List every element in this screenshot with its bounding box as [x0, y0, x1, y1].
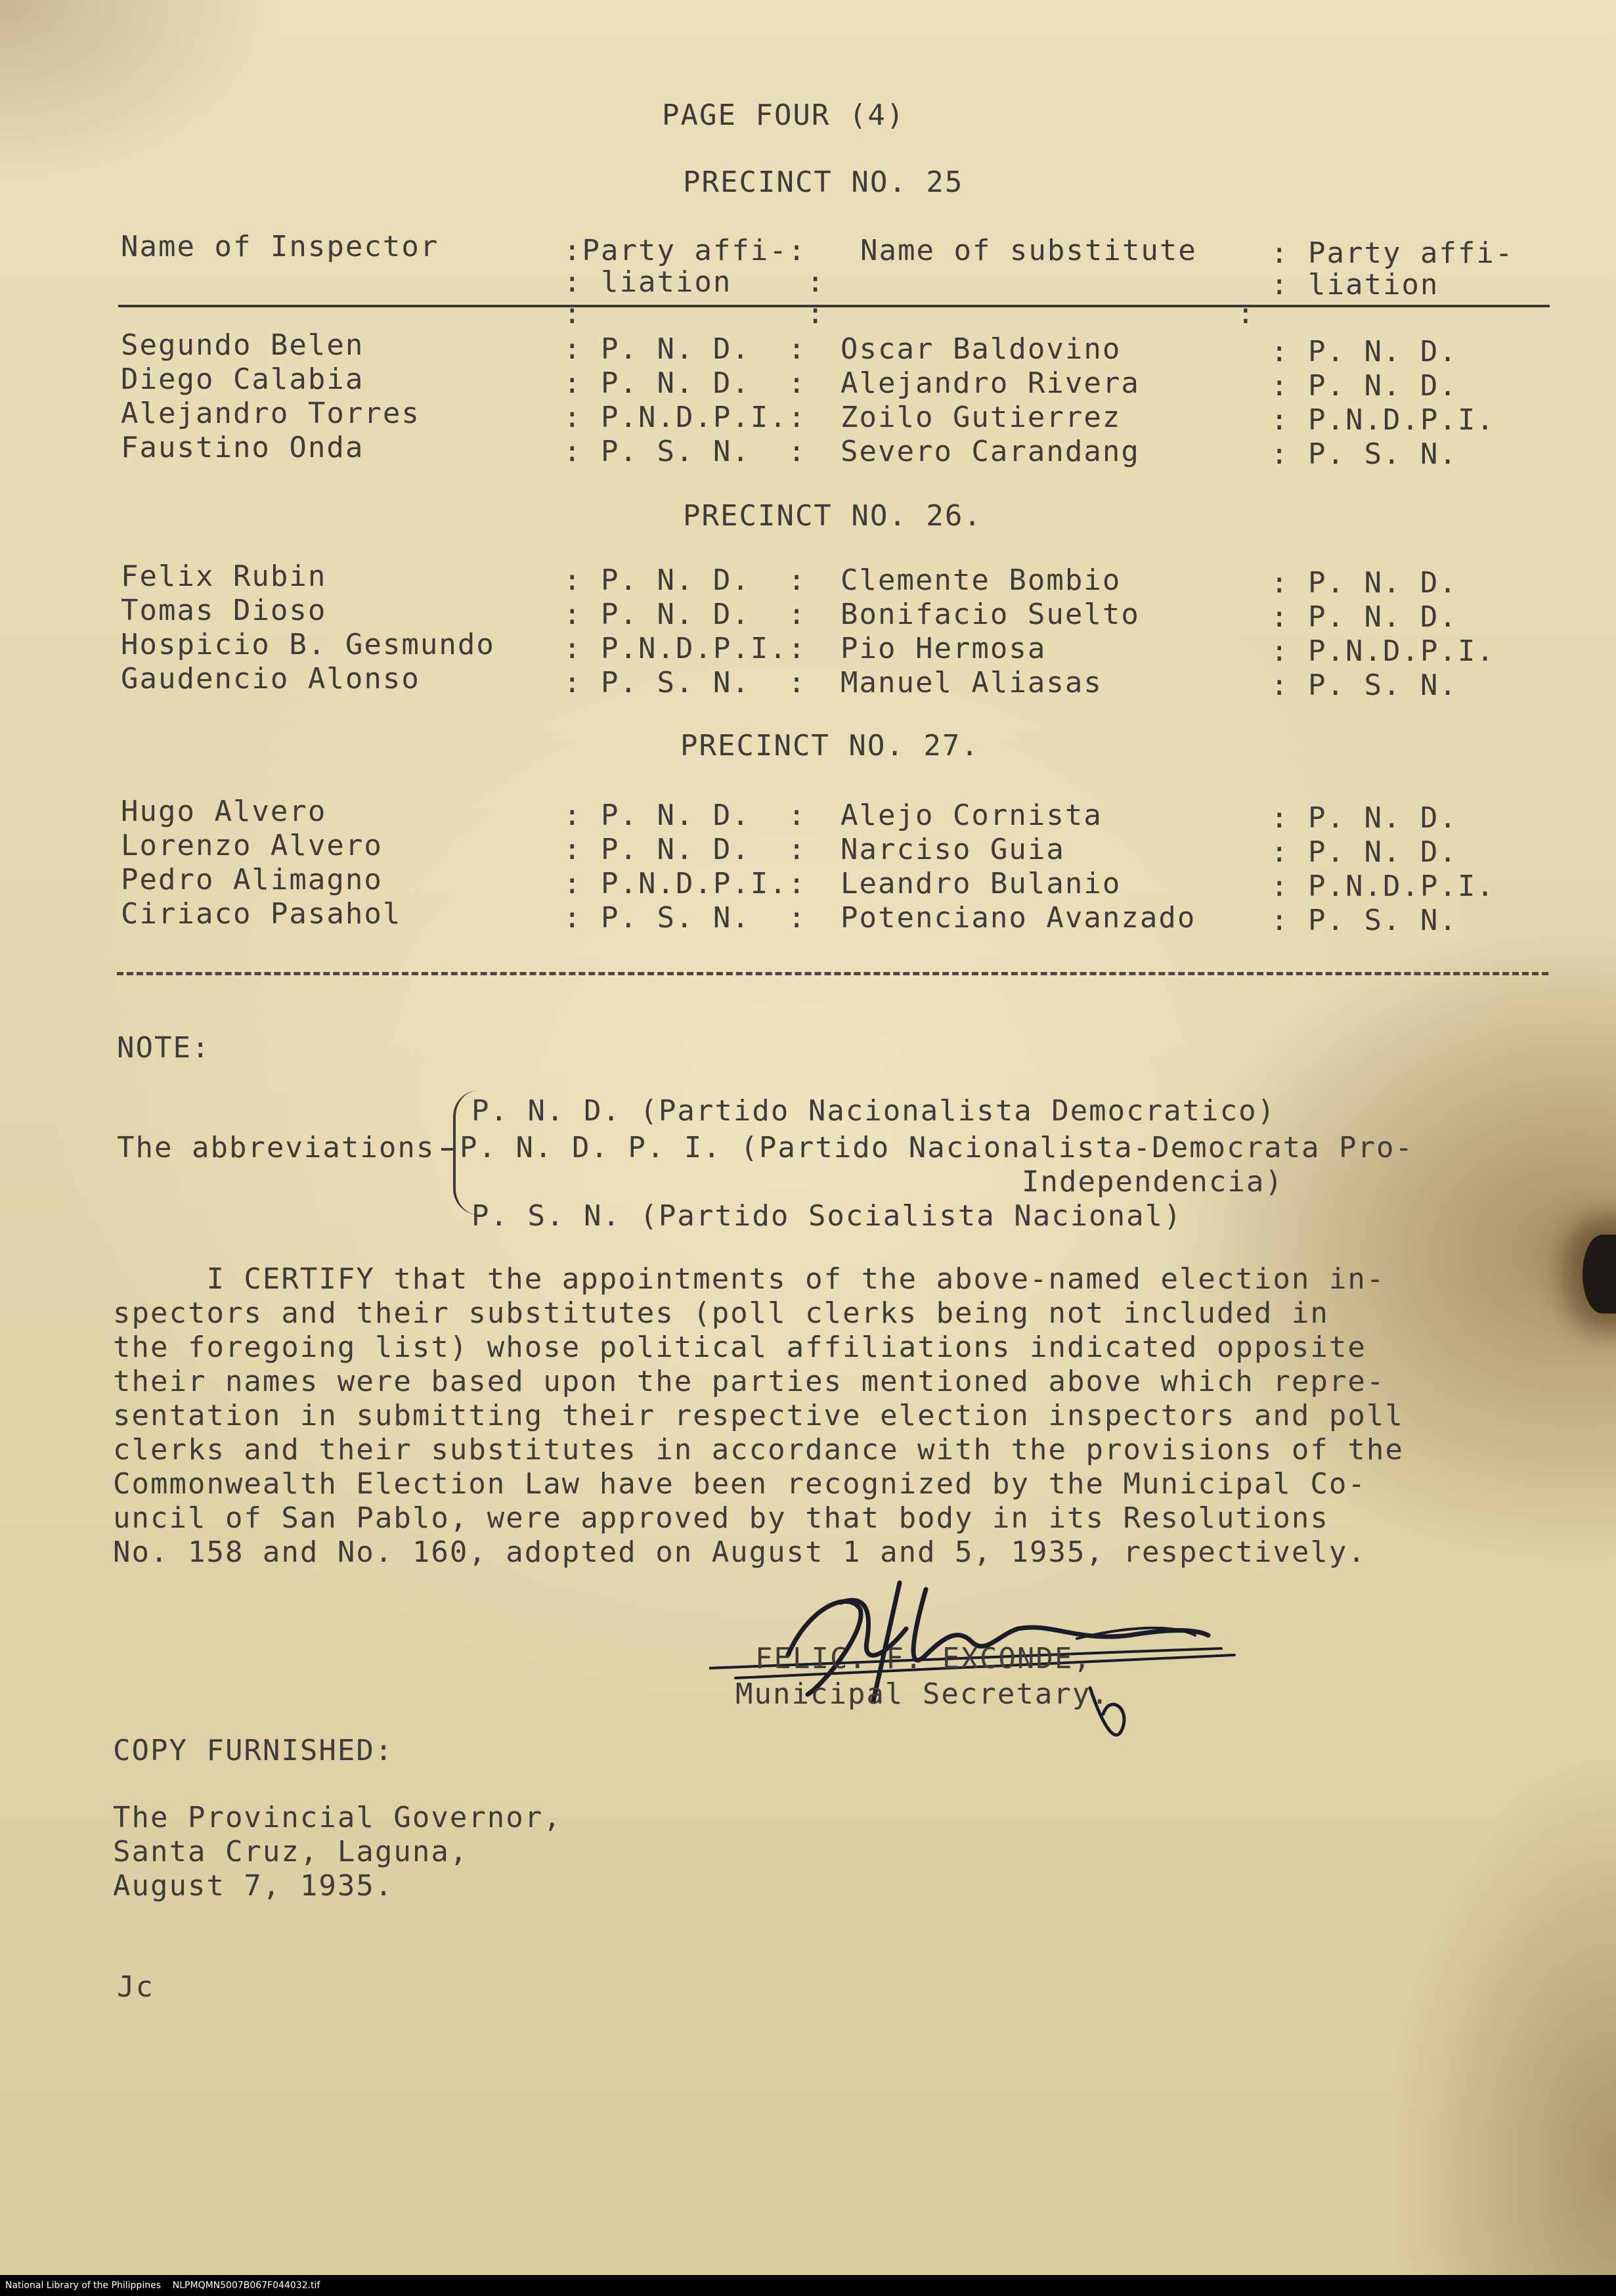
certify-line: their names were based upon the parties mentioned above which repre- — [113, 1365, 1386, 1398]
inspector-party: : P. S. N. : — [563, 901, 807, 935]
inspector-name: Pedro Alimagno — [121, 863, 383, 896]
copy-furnished-line: The Provincial Governor, — [113, 1801, 562, 1834]
inspector-name: Hospicio B. Gesmundo — [121, 628, 495, 661]
typist-initials: Jc — [117, 1970, 154, 2004]
inspector-party: : P.N.D.P.I.: — [563, 867, 807, 900]
inspector-party: : P.N.D.P.I.: — [563, 632, 807, 665]
inspector-party: : P. S. N. : — [563, 435, 807, 468]
precinct-title: PRECINCT NO. 27. — [680, 729, 980, 762]
substitute-party: : P.N.D.P.I. — [1271, 870, 1495, 903]
certify-line: the foregoing list) whose political affiliations indicated opposite — [113, 1331, 1366, 1364]
inspector-name: Ciriaco Pasahol — [121, 897, 402, 931]
burn-mark — [1583, 1235, 1616, 1314]
certify-line: I CERTIFY that the appointments of the above-named election in- — [113, 1262, 1386, 1296]
copy-furnished-line: August 7, 1935. — [113, 1869, 394, 1903]
substitute-name: Severo Carandang — [841, 435, 1140, 468]
archive-footer: National Library of the Philippines NLPMQMN5007B067F044032.tif — [0, 2275, 1616, 2296]
header-party-affiliation-2: : Party affi- — [1271, 236, 1514, 270]
inspector-name: Lorenzo Alvero — [121, 829, 383, 862]
signatory-name: FELIC. F. EXCONDE, — [755, 1642, 1092, 1675]
inspector-name: Gaudencio Alonso — [121, 662, 420, 695]
certify-line: Commonwealth Election Law have been recognized by the Municipal Co- — [113, 1467, 1366, 1501]
copy-furnished-label: COPY FURNISHED: — [113, 1734, 394, 1767]
note-label: NOTE: — [117, 1031, 211, 1065]
certify-line: sentation in submitting their respective election inspectors and poll — [113, 1399, 1404, 1432]
inspector-name: Segundo Belen — [121, 328, 364, 362]
inspector-party: : P. N. D. : — [563, 332, 807, 366]
substitute-party: : P. N. D. — [1271, 566, 1458, 600]
inspector-name: Felix Rubin — [121, 560, 327, 593]
inspector-name: Tomas Dioso — [121, 594, 327, 627]
substitute-name: Potenciano Avanzado — [841, 901, 1196, 935]
signatory-title: Municipal Secretary. — [735, 1677, 1110, 1711]
note-line: P. N. D. P. I. (Partido Nacionalista-Democrata Pro- — [460, 1131, 1414, 1164]
precinct-title: PRECINCT NO. 26. — [683, 499, 982, 533]
substitute-party: : P. N. D. — [1271, 835, 1458, 869]
substitute-party: : P. S. N. — [1271, 437, 1458, 471]
inspector-party: : P. N. D. : — [563, 799, 807, 832]
substitute-name: Zoilo Gutierrez — [841, 401, 1122, 434]
substitute-name: Pio Hermosa — [841, 632, 1047, 665]
substitute-name: Alejandro Rivera — [841, 366, 1140, 400]
certify-line: clerks and their substitutes in accordance with the provisions of the — [113, 1433, 1404, 1467]
inspector-party: : P.N.D.P.I.: — [563, 401, 807, 434]
note-lead: The abbreviations — [117, 1131, 435, 1164]
dashed-separator — [117, 972, 1548, 975]
substitute-party: : P.N.D.P.I. — [1271, 403, 1495, 437]
substitute-party: : P. S. N. — [1271, 904, 1458, 937]
inspector-name: Faustino Onda — [121, 431, 364, 464]
substitute-name: Oscar Baldovino — [841, 332, 1122, 366]
header-party-affiliation: :Party affi-: — [563, 234, 807, 267]
precinct-title: PRECINCT NO. 25 — [683, 166, 964, 199]
substitute-name: Manuel Aliasas — [841, 666, 1103, 699]
substitute-name: Leandro Bulanio — [841, 867, 1122, 900]
inspector-name: Alejandro Torres — [121, 397, 420, 430]
certify-line: spectors and their substitutes (poll clerks being not included in — [113, 1296, 1329, 1330]
header-party-affiliation-cont: : liation : — [563, 265, 825, 299]
substitute-name: Bonifacio Suelto — [841, 598, 1140, 631]
substitute-name: Alejo Cornista — [841, 799, 1103, 832]
note-line: P. S. N. (Partido Socialista Nacional) — [471, 1199, 1183, 1233]
note-line: Independencia) — [1022, 1165, 1284, 1199]
substitute-party: : P. N. D. — [1271, 801, 1458, 835]
certify-line: uncil of San Pablo, were approved by that body in its Resolutions — [113, 1501, 1329, 1535]
inspector-party: : P. N. D. : — [563, 366, 807, 400]
inspector-party: : P. N. D. : — [563, 833, 807, 866]
inspector-party: : P. N. D. : — [563, 563, 807, 597]
header-substitute: Name of substitute — [860, 234, 1197, 267]
inspector-name: Hugo Alvero — [121, 795, 327, 828]
substitute-name: Clemente Bombio — [841, 563, 1122, 597]
inspector-party: : P. S. N. : — [563, 666, 807, 699]
substitute-party: : P. S. N. — [1271, 669, 1458, 702]
copy-furnished-line: Santa Cruz, Laguna, — [113, 1835, 469, 1868]
substitute-name: Narciso Guia — [841, 833, 1065, 866]
certify-line: No. 158 and No. 160, adopted on August 1 and 5, 1935, respectively. — [113, 1535, 1366, 1569]
substitute-party: : P. N. D. — [1271, 600, 1458, 634]
page-title: PAGE FOUR (4) — [662, 99, 906, 132]
inspector-party: : P. N. D. : — [563, 598, 807, 631]
inspector-name: Diego Calabia — [121, 363, 364, 396]
substitute-party: : P. N. D. — [1271, 369, 1458, 403]
header-colon-row: : : : — [563, 297, 1256, 330]
substitute-party: : P. N. D. — [1271, 335, 1458, 368]
substitute-party: : P.N.D.P.I. — [1271, 634, 1495, 668]
note-line: P. N. D. (Partido Nacionalista Democratico) — [471, 1094, 1277, 1128]
header-inspector: Name of Inspector — [121, 230, 439, 263]
header-party-affiliation-2-cont: : liation — [1271, 268, 1439, 301]
